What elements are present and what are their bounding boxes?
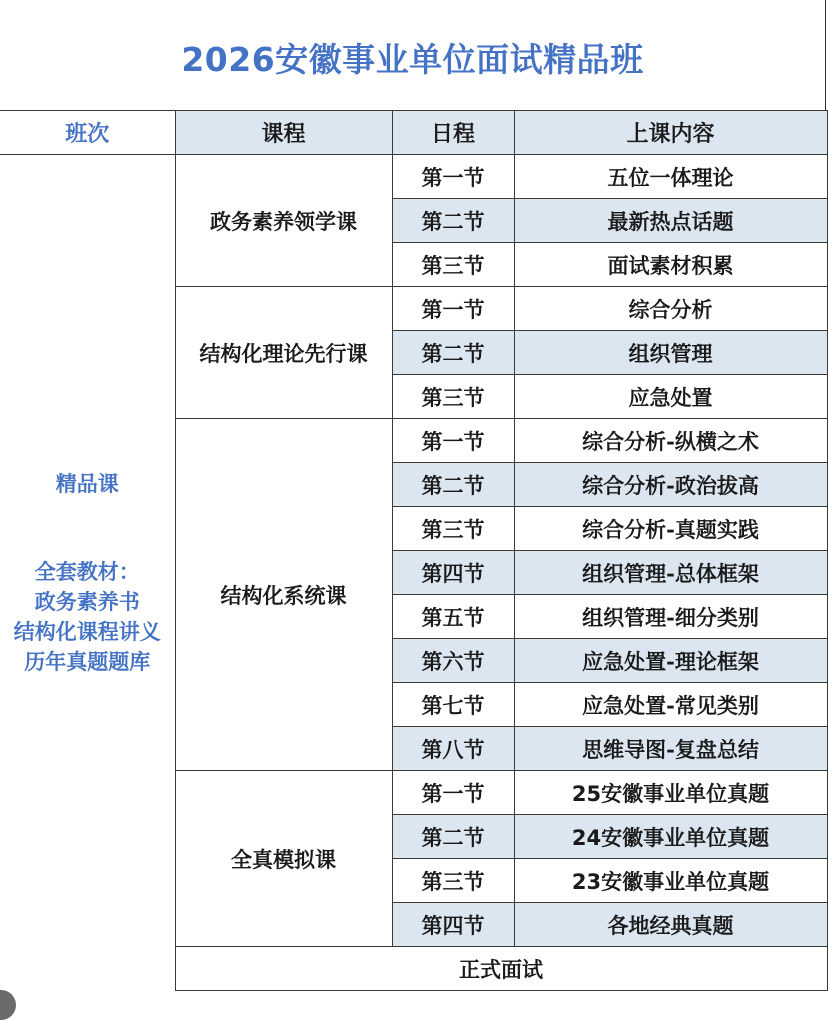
session-day-cell: 第三节 [392,507,514,551]
materials-title: 全套教材： [34,558,140,584]
session-content-cell [514,771,827,815]
session-content-cell: 五位一体理论 [514,155,827,199]
session-content-cell: 综合分析-纵横之术 [514,419,827,463]
session-content-text: 安徽事业单位真题 [601,868,770,894]
table-row [0,155,827,199]
course-name-cell: 政务素养领学课 [175,155,392,287]
session-content-cell: 应急处置 [514,375,827,419]
header-content: 上课内容 [514,111,827,155]
session-day-cell: 第三节 [392,243,514,287]
course-name-cell: 结构化理论先行课 [175,287,392,419]
header-banci: 班次 [0,111,175,155]
banci-name: 精品课 [55,470,119,496]
session-content-cell: 综合分析 [514,287,827,331]
session-day-cell: 第七节 [392,683,514,727]
session-content-cell: 应急处置-理论框架 [514,639,827,683]
session-day-cell: 第一节 [392,155,514,199]
session-day-cell: 第二节 [392,463,514,507]
session-content-text: 安徽事业单位真题 [601,780,770,806]
header-course: 课程 [175,111,392,155]
session-day-cell: 第六节 [392,639,514,683]
banci-cell [0,155,175,991]
session-day-cell: 第四节 [392,551,514,595]
session-day-cell: 第八节 [392,727,514,771]
material-item: 结构化课程讲义 [13,618,161,644]
material-item: 历年真题题库 [24,648,151,674]
session-content-cell: 最新热点话题 [514,199,827,243]
session-content-cell: 面试素材积累 [514,243,827,287]
session-content-cell: 应急处置-常见类别 [514,683,827,727]
session-content-cell [514,815,827,859]
session-day-cell: 第三节 [392,375,514,419]
session-content-year: 24 [571,825,602,850]
course-schedule-table [0,110,828,991]
session-content-cell: 综合分析-真题实践 [514,507,827,551]
page-title: 2026安徽事业单位面试精品班 [181,39,644,79]
session-day-cell: 第一节 [392,419,514,463]
course-name-cell: 结构化系统课 [175,419,392,771]
session-day-cell: 第三节 [392,859,514,903]
session-content-text: 安徽事业单位真题 [601,824,770,850]
session-content-cell: 各地经典真题 [514,903,827,947]
header-schedule: 日程 [392,111,514,155]
session-content-cell: 组织管理-细分类别 [514,595,827,639]
session-day-cell: 第一节 [392,287,514,331]
session-content-cell: 综合分析-政治拔高 [514,463,827,507]
session-content-year: 25 [571,781,602,806]
session-content-cell [514,859,827,903]
material-item: 政务素养书 [34,588,140,614]
session-day-cell: 第二节 [392,815,514,859]
session-day-cell: 第二节 [392,331,514,375]
session-content-year: 23 [571,869,602,894]
session-day-cell: 第五节 [392,595,514,639]
session-content-cell: 组织管理 [514,331,827,375]
course-name-cell: 全真模拟课 [175,771,392,947]
page-title-banner [0,0,826,110]
header-row [0,111,827,155]
session-day-cell: 第四节 [392,903,514,947]
session-day-cell: 第一节 [392,771,514,815]
session-content-cell: 组织管理-总体框架 [514,551,827,595]
session-day-cell: 第二节 [392,199,514,243]
session-content-cell: 思维导图-复盘总结 [514,727,827,771]
final-interview-cell: 正式面试 [175,947,827,991]
scroll-handle[interactable] [0,990,16,1020]
